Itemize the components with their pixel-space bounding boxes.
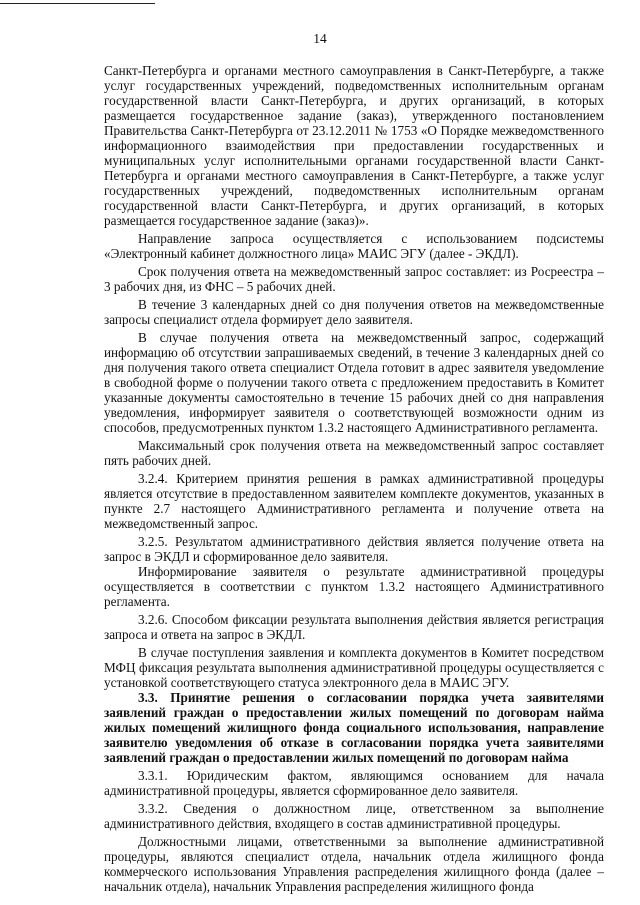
corner-rule: [0, 3, 155, 4]
paragraph-response-term: Срок получения ответа на межведомственный запрос составляет: из Росреестра – 3 рабочих дня, из ФНС – 5 рабочих дней.: [104, 264, 604, 294]
paragraph-3-2-4: 3.2.4. Критерием принятия решения в рамках административной процедуры является отсутствие в предоставленном заявителем комплекте документов, указанных в пункте 2.7 настоящего Административного регламента и получение ответа на межведомственный запрос.: [104, 471, 604, 531]
paragraph-3-3-2: 3.3.2. Сведения о должностном лице, ответственном за выполнение административного действия, входящего в состав административной процедуры.: [104, 801, 604, 831]
paragraph-officials: Должностными лицами, ответственными за выполнение административной процедуры, являются специалист отдела, начальник отдела жилищного фонда коммерческого использования Управления распределения жилищного фонда (далее – начальник отдела), начальник Управления распределения жилищного фонда: [104, 834, 604, 894]
paragraph-informing: Информирование заявителя о результате административной процедуры осуществляется в соответствии с пунктом 1.3.2 настоящего Административного регламента.: [104, 564, 604, 609]
paragraph-3-2-6: 3.2.6. Способом фиксации результата выполнения действия является регистрация запроса и ответа на запрос в ЭКДЛ.: [104, 612, 604, 642]
paragraph-3-3-1: 3.3.1. Юридическим фактом, являющимся основанием для начала административной процедуры, является сформированное дело заявителя.: [104, 768, 604, 798]
paragraph-max-term: Максимальный срок получения ответа на межведомственный запрос составляет пять рабочих дней.: [104, 438, 604, 468]
document-body: [104, 63, 604, 894]
section-heading-3-3: 3.3. Принятие решения о согласовании порядка учета заявителями заявлений граждан о предоставлении жилых помещений по договорам найма жилых помещений жилищного фонда социального использования, направление заявителю уведомления об отказе в согласовании порядка учета заявителями заявлений граждан о предоставлении жилых помещений по договорам найма: [104, 690, 604, 765]
paragraph-request-channel: Направление запроса осуществляется с использованием подсистемы «Электронный кабинет должностного лица» МАИС ЭГУ (далее - ЭКДЛ).: [104, 231, 604, 261]
page-number: 14: [313, 31, 327, 46]
paragraph-mfc: В случае поступления заявления и комплекта документов в Комитет посредством МФЦ фиксация результата выполнения административной процедуры осуществляется с установкой соответствующего статуса электронного дела в МАИС ЭГУ.: [104, 645, 604, 690]
paragraph-missing-info: В случае получения ответа на межведомственный запрос, содержащий информацию об отсутствии запрашиваемых сведений, в течение 3 календарных дней со дня получения такого ответа специалист Отдела готовит в адрес заявителя уведомление в свободной форме о получении такого ответа с предложением предоставить в Комитет указанные документы самостоятельно в течение 15 рабочих дней со дня направления уведомления, информирует заявителя о соответствующей возможности одним из способов, предусмотренных пунктом 1.3.2 настоящего Административного регламента.: [104, 330, 604, 435]
paragraph-3-2-5: 3.2.5. Результатом административного действия является получение ответа на запрос в ЭКДЛ и сформированное дело заявителя.: [104, 534, 604, 564]
paragraph-case-forming: В течение 3 календарных дней со дня получения ответов на межведомственные запросы специалист отдела формирует дело заявителя.: [104, 297, 604, 327]
paragraph-regulation-reference: Санкт-Петербурга и органами местного самоуправления в Санкт-Петербурге, а также услуг государственных учреждений, подведомственных исполнительным органам государственной власти Санкт-Петербурга, и других организаций, в которых размещается государственное задание (заказ), утвержденного постановлением Правительства Санкт-Петербурга от 23.12.2011 № 1753 «О Порядке межведомственного информационного взаимодействия при предоставлении государственных и муниципальных услуг исполнительными органами государственной власти Санкт-Петербурга и органами местного самоуправления в Санкт-Петербурге, а также услуг государственных учреждений, подведомственных исполнительным органам государственной власти Санкт-Петербурга, и других организаций, в которых размещается государственное задание (заказ)».: [104, 63, 604, 228]
